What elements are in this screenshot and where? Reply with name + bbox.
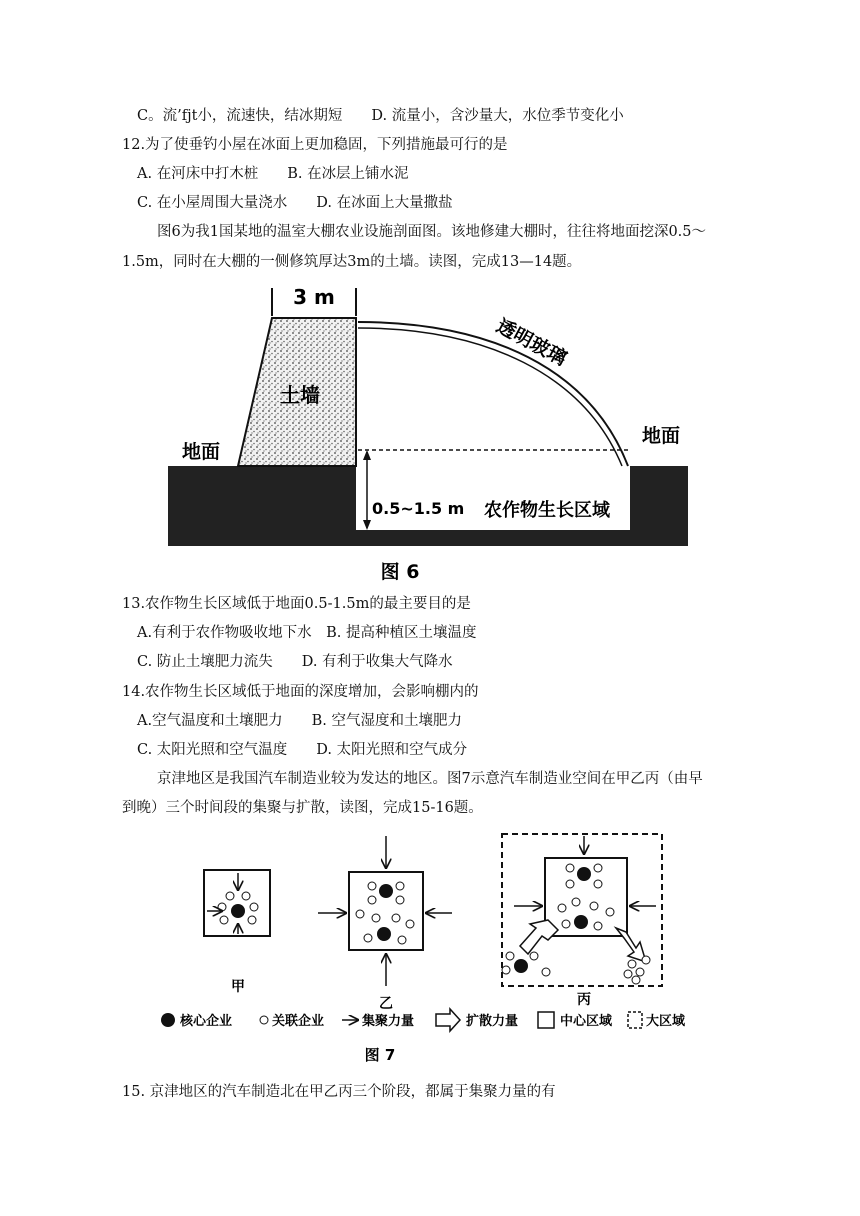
stage-jia-label: 甲 bbox=[231, 979, 245, 995]
fig7-intro: 京津地区是我国汽车制造业较为发达的地区。图7示意汽车制造业空间在甲乙丙（由早 bbox=[157, 771, 703, 787]
fig7-intro-cont: 到晚）三个时间段的集聚与扩散，读图，完成15-16题。 bbox=[122, 800, 483, 816]
figure-6 bbox=[160, 278, 700, 588]
crop-area-label: 农作物生长区域 bbox=[484, 500, 610, 521]
question-14: 14.农作物生长区域低于地面的深度增加，会影响棚内的 bbox=[122, 684, 479, 700]
ground-right-label: 地面 bbox=[642, 425, 681, 447]
legend-large-region: 大区域 bbox=[646, 1014, 686, 1029]
legend-core: 核心企业 bbox=[180, 1014, 233, 1029]
figure-7-caption: 图 7 bbox=[364, 1046, 396, 1064]
question-15: 15. 京津地区的汽车制造北在甲乙丙三个阶段，都属于集聚力量的有 bbox=[122, 1084, 556, 1100]
figure-7 bbox=[150, 828, 710, 1073]
option-line-11cd: C。流’fjt小，流速快，结冰期短 D. 流量小，含沙量大，水位季节变化小 bbox=[137, 108, 624, 124]
legend-agglomeration: 集聚力量 bbox=[362, 1014, 415, 1029]
stage-jia-center-box bbox=[204, 870, 270, 936]
fig6-intro-cont: 1.5m，同时在大棚的一侧修筑厚达3m的土墙。读图，完成13—14题。 bbox=[122, 254, 582, 270]
diffusion-arrow-right bbox=[616, 928, 646, 962]
stage-yi-label: 乙 bbox=[379, 996, 393, 1012]
question-12: 12.为了使垂钓小屋在冰面上更加稳固，下列措施最可行的是 bbox=[122, 137, 508, 153]
ground-left-label: 地面 bbox=[182, 441, 221, 463]
wall-label: 土墙 bbox=[280, 383, 320, 407]
legend-diffusion: 扩散力量 bbox=[466, 1014, 519, 1029]
legend-related: 关联企业 bbox=[272, 1014, 325, 1029]
question-12-options-ab: A. 在河床中打木桩 B. 在冰层上铺水泥 bbox=[137, 166, 409, 182]
question-13-options-ab: A.有利于农作物吸收地下水 B. 提高种植区土壤温度 bbox=[137, 625, 477, 641]
question-13: 13.农作物生长区域低于地面0.5-1.5m的最主要目的是 bbox=[122, 596, 471, 612]
depth-label: 0.5~1.5 m bbox=[372, 499, 465, 518]
glass-roof bbox=[358, 322, 628, 466]
question-14-options-cd: C. 太阳光照和空气温度 D. 太阳光照和空气成分 bbox=[137, 742, 468, 758]
question-14-options-ab: A.空气温度和土壤肥力 B. 空气湿度和土壤肥力 bbox=[137, 713, 462, 729]
ground-bottom bbox=[356, 530, 630, 546]
fig6-intro: 图6为我1国某地的温室大棚农业设施剖面图。该地修建大棚时，往往将地面挖深0.5～ bbox=[157, 224, 707, 240]
glass-label: 透明玻璃 bbox=[492, 314, 571, 371]
question-12-options-cd: C. 在小屋周围大量浇水 D. 在冰面上大量撒盐 bbox=[137, 195, 453, 211]
legend-center-region: 中心区域 bbox=[560, 1014, 613, 1029]
ground-right bbox=[630, 466, 688, 546]
ground-left bbox=[168, 466, 356, 546]
stage-bing-label: 丙 bbox=[577, 992, 591, 1008]
question-13-options-cd: C. 防止土壤肥力流失 D. 有利于收集大气降水 bbox=[137, 654, 453, 670]
wall-width-label: 3 m bbox=[293, 285, 335, 309]
figure-6-caption: 图 6 bbox=[380, 561, 420, 583]
